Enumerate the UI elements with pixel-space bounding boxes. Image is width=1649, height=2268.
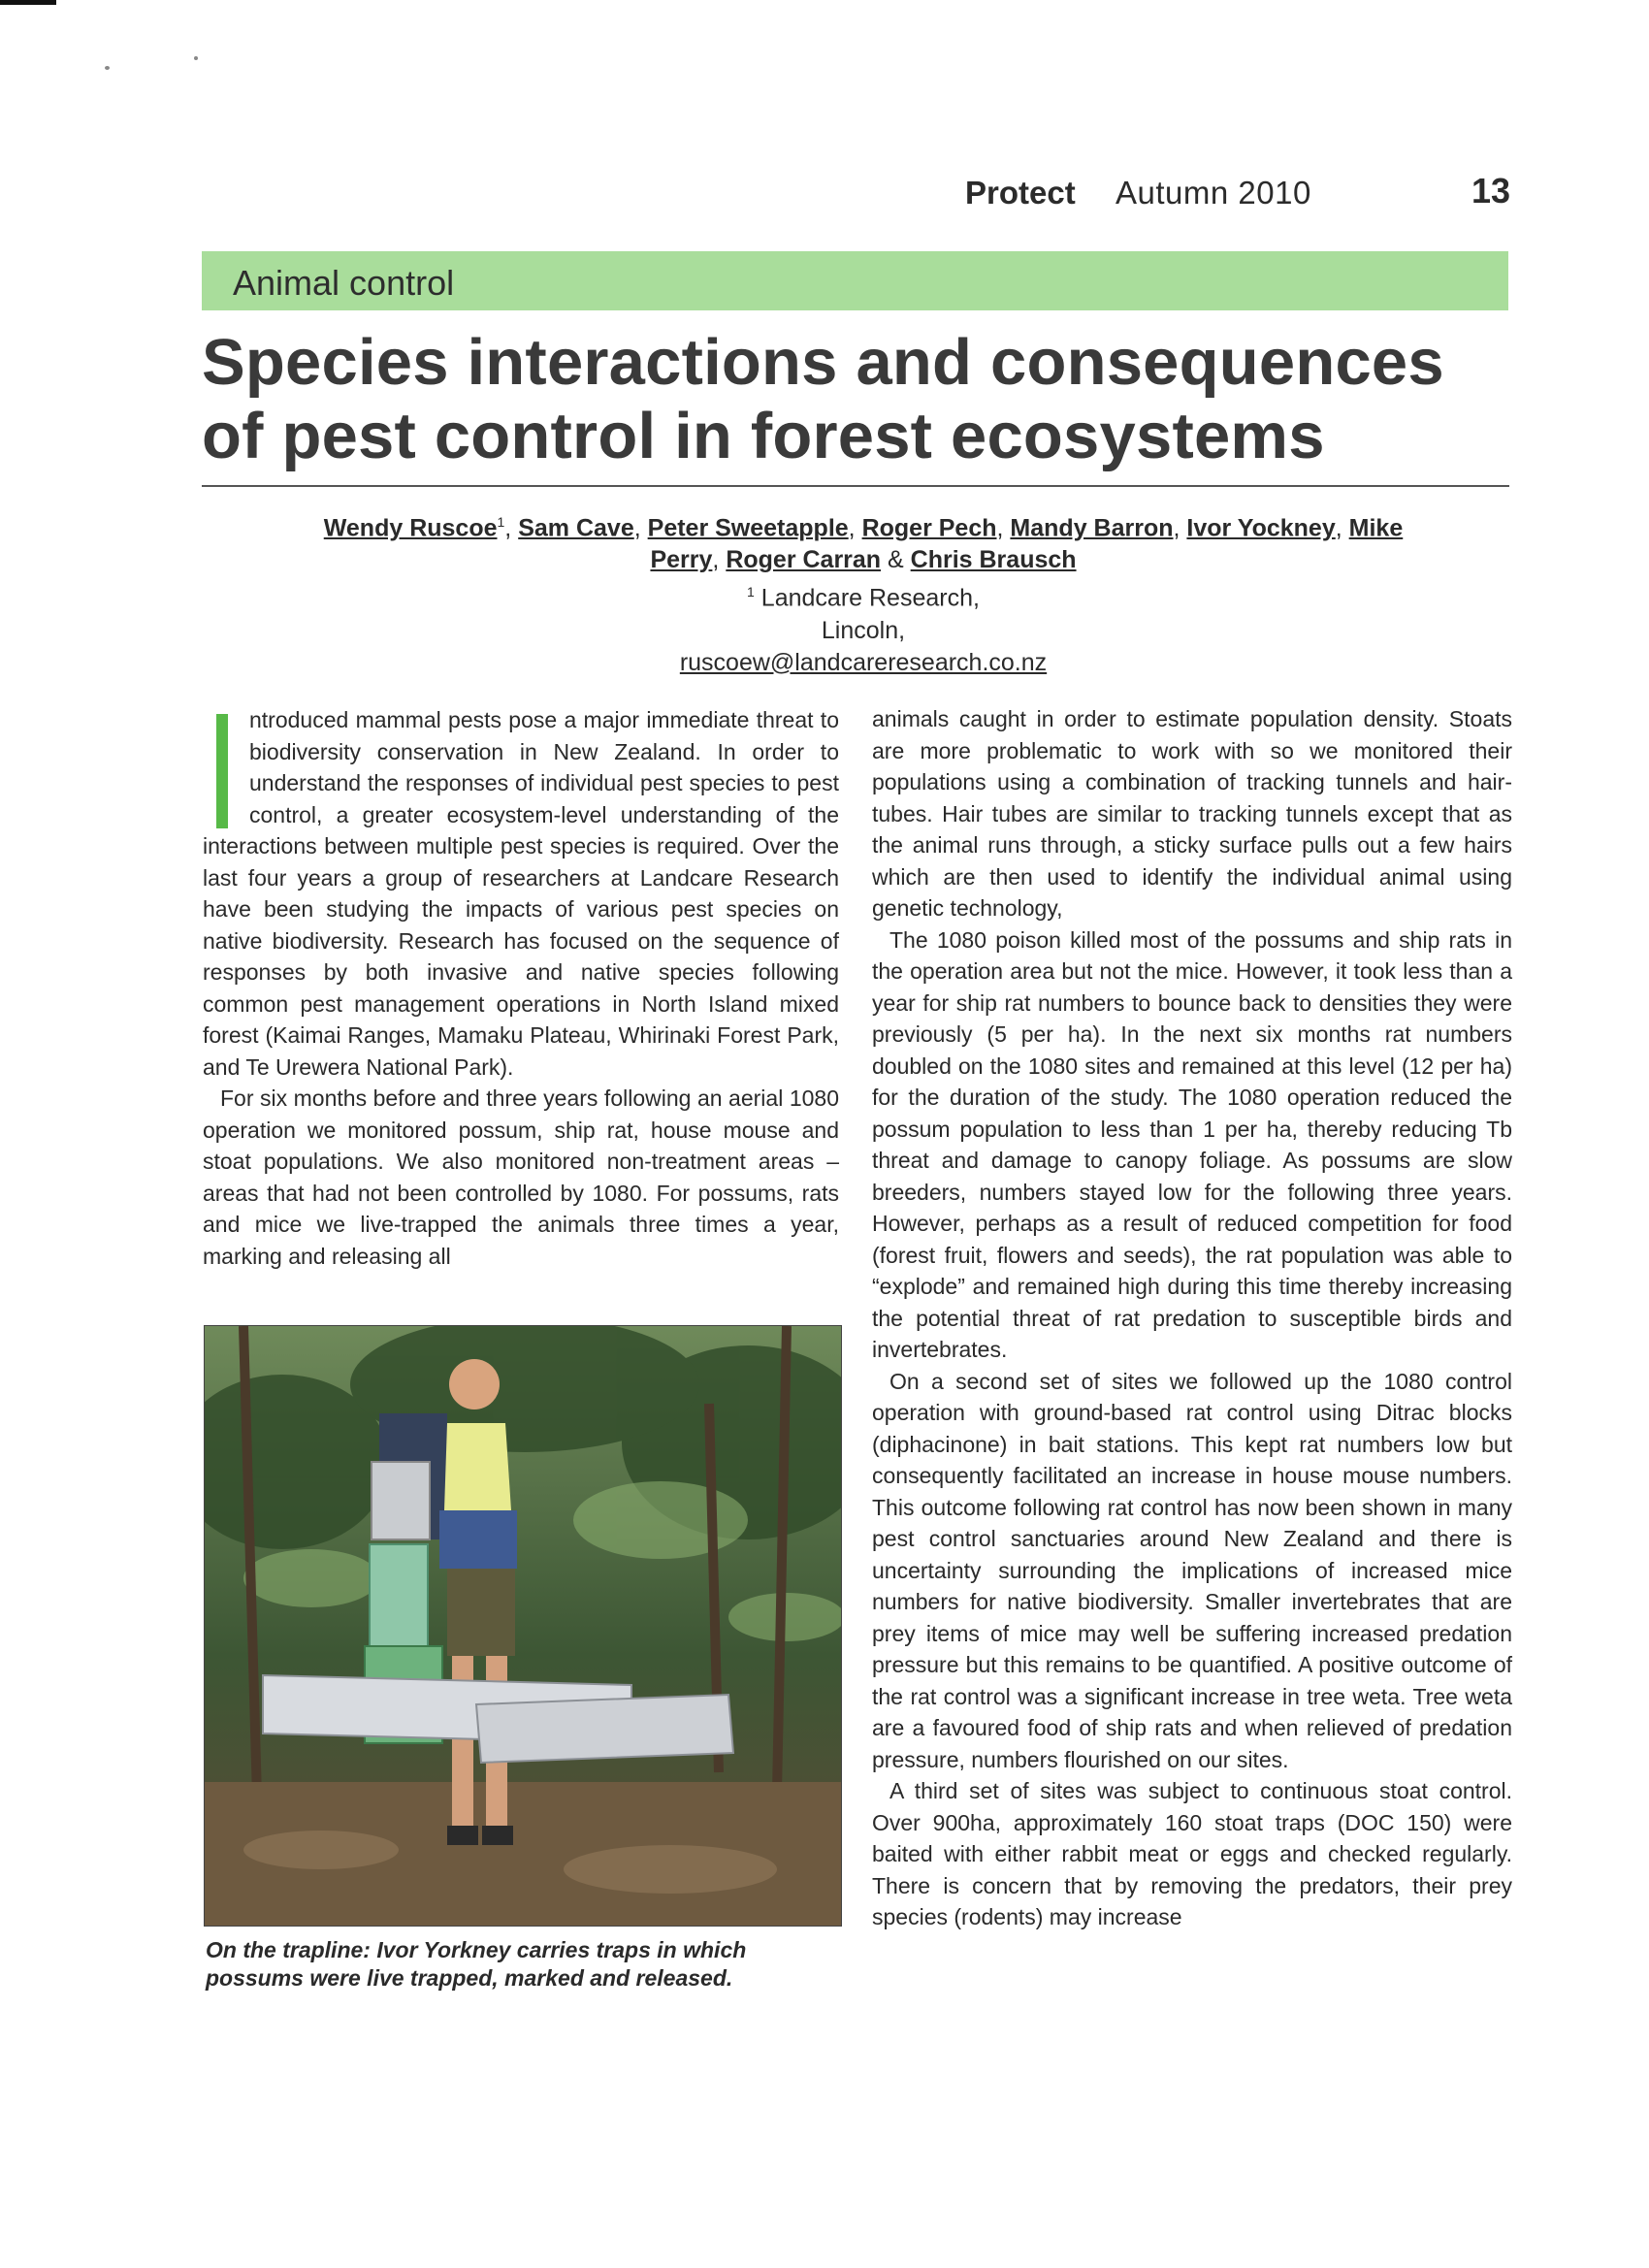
photo-caption: On the trapline: Ivor Yorkney carries traps in which possums were live trapped, marked and released. xyxy=(206,1937,747,1991)
author-link[interactable]: Mike Perry xyxy=(650,514,1404,574)
affiliation-city: Lincoln, xyxy=(821,616,906,644)
author-link[interactable]: Peter Sweetapple xyxy=(647,514,849,542)
author-email-link[interactable]: ruscoew@landcareresearch.co.nz xyxy=(679,648,1048,676)
scan-edge-mark xyxy=(0,0,56,5)
title-line-2: of pest control in forest ecosystems xyxy=(202,400,1325,472)
affiliation-marker: 1 xyxy=(497,514,505,530)
author-link[interactable]: Wendy Ruscoe xyxy=(323,514,498,542)
publication-name: Protect xyxy=(965,175,1076,211)
author-link[interactable]: Roger Carran xyxy=(726,546,882,574)
page-number: 13 xyxy=(1471,171,1510,211)
forest-photo-illustration xyxy=(205,1326,841,1926)
title-rule xyxy=(202,485,1509,487)
body-paragraph: For six months before and three years following an aerial 1080 operation we monitored possum, ship rat, house mouse and stoat populations. We also monitored non-treatment areas – areas that had not been controlled by 1080. For possums, rats and mice we live-trapped the animals three times a year, marking and releasing all xyxy=(203,1085,839,1269)
body-paragraph: The 1080 poison killed most of the possums and ship rats in the operation area but not the mice. However, it took less than a year for ship rat numbers to bounce back to densities they were previously (5 per ha). In the next six months rat numbers doubled on the 1080 sites and remained at this level (12 per ha) for the duration of the study. The 1080 operation reduced the possum population to less than 1 per ha, thereby reducing Tb threat and damage to canopy foliage. As possums are slow breeders, numbers stayed low for the following three years. However, perhaps as a result of reduced competition for food (forest fruit, flowers and seeds), the rat population was able to “explode” and remained high during this time thereby increasing the potential threat of rat predation to susceptible birds and invertebrates. xyxy=(872,926,1512,1362)
article-title xyxy=(202,326,1521,473)
affiliation-org: Landcare Research, xyxy=(760,584,980,612)
article-photo xyxy=(204,1325,842,1927)
dropcap-bar xyxy=(216,714,228,828)
section-label: Animal control xyxy=(233,263,455,303)
body-paragraph: A third set of sites was subject to continuous stoat control. Over 900ha, approximately 160 stoat traps (DOC 150) were baited with either rabbit meat or eggs and checked regularly. There is concern that by removing the predators, their prey species (rodents) may increase xyxy=(872,1778,1512,1929)
byline: Wendy Ruscoe$^1$, Sam Cave, Peter Sweetapple, Roger Pech, Mandy Barron, Ivor Yockney, Mike Perry, Roger Carran & Chris Brausch $^1$ Landcare Research, Lincoln, ruscoew@landcareresearch.co.nz xyxy=(320,506,1406,679)
section-bar xyxy=(202,251,1508,310)
body-column-left xyxy=(203,704,839,1272)
scan-speck xyxy=(194,56,198,60)
running-header xyxy=(931,171,1513,219)
author-link[interactable]: Roger Pech xyxy=(861,514,997,542)
affiliation-marker: 1 xyxy=(747,584,755,600)
affiliation xyxy=(320,576,1406,614)
author-link[interactable]: Sam Cave xyxy=(518,514,634,542)
scan-speck xyxy=(105,66,110,70)
author-link[interactable]: Mandy Barron xyxy=(1010,514,1174,542)
paragraph-text: ntroduced mammal pests pose a major immediate threat to biodiversity conservation in New Zealand. In order to understand the responses of individual pest species to pest control, a greater ecosystem-level understanding of the interactions between multiple pest species is required. Over the last four years a group of researchers at Landcare Research have been studying the impacts of various pest species on native biodiversity. Research has focused on the sequence of responses by both invasive and native species following common pest management operations in North Island mixed forest (Kaimai Ranges, Mamaku Plateau, Whirinaki Forest Park, and Te Urewera National Park). xyxy=(203,707,839,1080)
body-paragraph: animals caught in order to estimate population density. Stoats are more problematic to work with so we monitored their populations using a combination of tracking tunnels and hair-tubes. Hair tubes are similar to tracking tunnels except that as the animal runs through, a sticky surface pulls out a few hairs which are then used to identify the individual animal using genetic technology, xyxy=(872,706,1512,921)
title-line-1: Species interactions and consequences xyxy=(202,326,1444,399)
body-paragraph xyxy=(203,704,839,1083)
author-link[interactable]: Ivor Yockney xyxy=(1186,514,1336,542)
body-paragraph: On a second set of sites we followed up the 1080 control operation with ground-based rat control using Ditrac blocks (diphacinone) in bait stations. This kept rat numbers low but consequently facilitated an increase in house mouse numbers. This outcome following rat control has now been shown in many pest control sanctuaries around New Zealand and there is uncertainty surrounding the implications of increased mice numbers for native biodiversity. Smaller invertebrates that are prey items of mice may well be suffering increased predation pressure but this remains to be quantified. A positive outcome of the rat control was a significant increase in tree weta. Tree weta are a favoured food of ship rats and when relieved of predation pressure, numbers flourished on our sites. xyxy=(872,1368,1512,1772)
issue-date: Autumn 2010 xyxy=(1116,175,1311,211)
body-column-right xyxy=(872,703,1512,1933)
author-link[interactable]: Chris Brausch xyxy=(910,546,1077,574)
